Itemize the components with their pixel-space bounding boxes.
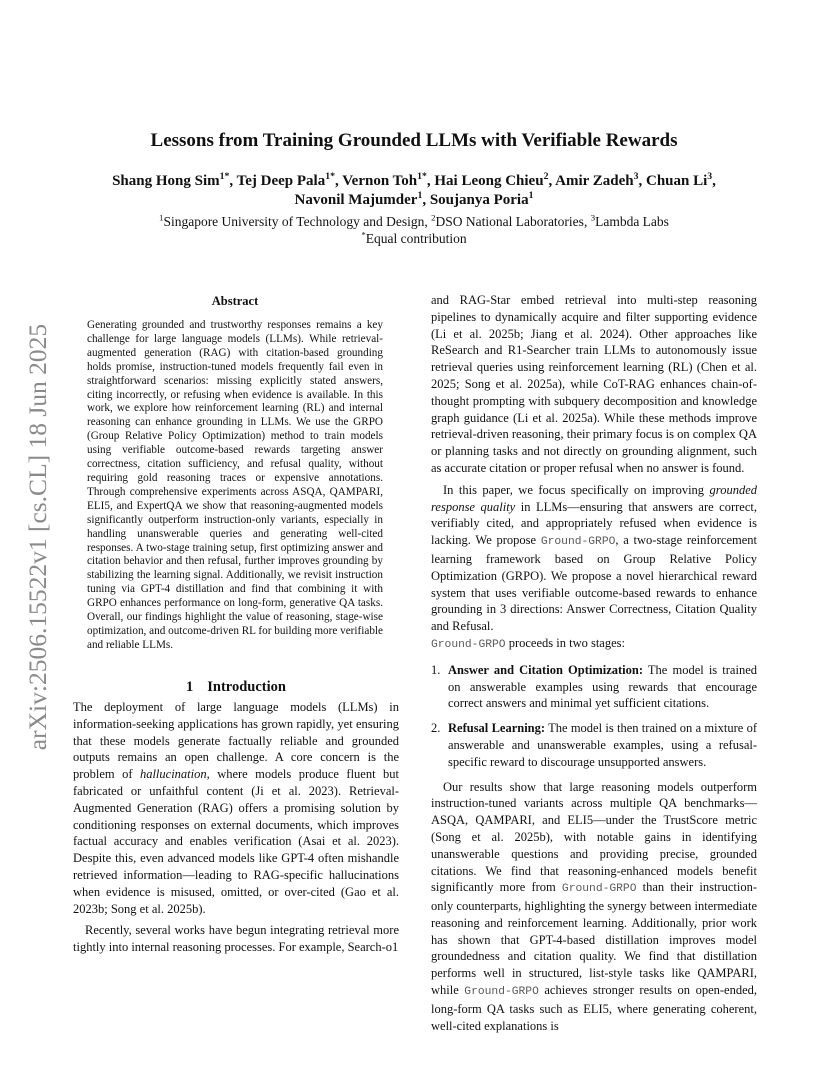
author-name: Shang Hong Sim (112, 173, 220, 189)
author-name: Vernon Toh (342, 173, 418, 189)
intro-paragraph-2-start: Recently, several works have begun integrating retrieval more tightly into internal reasoning processes. For example, Search-o1 (73, 923, 399, 955)
intro-left-column (73, 699, 399, 956)
equal-contribution-note: *Equal contribution (361, 229, 467, 246)
author-name: Navonil Majumder (294, 192, 418, 208)
section-title: Introduction (207, 679, 286, 695)
author-name: Tej Deep Pala (236, 173, 326, 189)
author-name: Soujanya Poria (429, 192, 529, 208)
author-name: Amir Zadeh (555, 173, 634, 189)
affiliation-line: $^1$Singapore University of Technology and Design, $^2$DSO National Laboratories, $^3$Lambda Labs (159, 212, 669, 229)
intro-right-column (431, 292, 757, 1034)
author-list: Shang Hong Sim$^{1*}$, Tej Deep Pala$^{1*}$, Vernon Toh$^{1*}$, Hai Leong Chieu$^2$, Amir Zadeh$^3$, Chuan Li$^3$, Navonil Majumder$^1$, Soujanya Poria$^1$ (112, 171, 716, 208)
author-name: Hai Leong Chieu (434, 173, 544, 189)
affiliations-block (80, 213, 748, 247)
author-name: Chuan Li (645, 173, 708, 189)
arxiv-id-text: arXiv:2506.15522v1 [cs.CL] 18 Jun 2025 (23, 323, 52, 751)
section-number: 1 (186, 679, 194, 695)
stage-item: 2. Refusal Learning: The model is then trained on a mixture of answerable and unanswerable examples, using a refusal-specific reward to discourage unsupported answers. (431, 721, 758, 769)
intro-paragraph-1: The deployment of large language models (LLMs) in information-seeking applications has grown rapidly, yet ensuring that these models generate factually reliable and grounded outputs remains an open challenge. A core concern is the problem of hallucination, where models produce fluent but fabricated or unfaithful content (Ji et al. 2023). Retrieval-Augmented Generation (RAG) offers a promising solution by conditioning responses on external documents, which improves factual accuracy and enables verification (Asai et al. 2023). Despite this, even advanced models like GPT-4 often mishandle retrieved information—leading to RAG-specific hallucinations when evidence is misused, omitted, or over-cited (Gao et al. 2023b; Song et al. 2025b). (73, 700, 399, 916)
affiliation-1: Singapore University of Technology and Design (163, 214, 425, 229)
abstract-text: Generating grounded and trustworthy responses remains a key challenge for large language models (LLMs). While retrieval-augmented generation (RAG) with citation-based grounding holds promise, instruction-tuned models frequently fail even in straightforward scenarios: missing explicitly stated answers, citing incorrectly, or refusing when evidence is available. In this work, we explore how reinforcement learning (RL) and internal reasoning can enhance grounding in LLMs. We use the GRPO (Group Relative Policy Optimization) method to train models using verifiable outcome-based rewards targeting answer correctness, citation sufficiency, and refusal quality, without requiring gold reasoning traces or expensive annotations. Through comprehensive experiments across ASQA, QAMPARI, ELI5, and ExpertQA we show that reasoning-augmented models significantly outperform instruction-only variants, especially in handling unanswerable queries and generating well-cited responses. A two-stage training setup, first optimizing answer and citation behavior and then refusal, further improves grounding by stabilizing the learning signal. Additionally, we revisit instruction tuning via GPT-4 distillation and find that combining it with GRPO enhances performance on long-form, generative QA tasks. Overall, our findings highlight the value of reasoning, stage-wise optimization, and outcome-driven RL for building more verifiable and reliable LLMs. (87, 319, 383, 651)
abstract-heading: Abstract (211, 294, 259, 308)
affiliation-2: DSO National Laboratories (435, 214, 584, 229)
stage-list (431, 662, 757, 771)
method-name: Ground-GRPO (540, 536, 616, 549)
intro-paragraph-3: In this paper, we focus specifically on improving grounded response quality in LLMs—ensuring that answers are correct, verifiably cited, and appropriately refused when evidence is lacking. We propose Ground-GRPO, a two-stage reinforcement learning framework based on Group Relative Policy Optimization (GRPO). We propose a novel hierarchical reward system that uses verifiable outcome-based rewards to enhance grounding in 3 directions: Answer Correctness, Citation Quality and Refusal. (431, 482, 758, 634)
intro-paragraph-2-continued: and RAG-Star embed retrieval into multi-step reasoning pipelines to dynamically acquire and filter supporting evidence (Li et al. 2025b; Jiang et al. 2024). Other approaches like ReSearch and R1-Searcher train LLMs to autonomously issue retrieval queries using reinforcement learning (RL) (Chen et al. 2025; Song et al. 2025a), while CoT-RAG enhances chain-of-thought prompting with subquery decomposition and knowledge graph guidance (Li et al. 2025a). While these methods improve retrieval-driven reasoning, their primary focus is on complex QA or planning tasks and not directly on grounding alignment, such as accurate citation or proper refusal when no answer is found. (431, 293, 757, 475)
affiliation-3: Lambda Labs (595, 214, 669, 229)
intro-paragraph-4: Ground-GRPO proceeds in two stages: (431, 635, 625, 651)
intro-paragraph-5: Our results show that large reasoning models outperform instruction-tuned variants across multiple QA benchmarks—ASQA, QAMPARI, and ELI5—under the TrustScore metric (Song et al. 2025b), with notable gains in identifying unanswerable questions and providing precise, grounded citations. We find that reasoning-enhanced models benefit significantly more from Ground-GRPO than their instruction-only counterparts, highlighting the synergy between intermediate reasoning and reinforcement learning. Additionally, prior work has shown that GPT-4-based distillation improves model groundedness and citation quality. We find that distillation performs well in structured, list-style tasks like QAMPARI, while Ground-GRPO achieves stronger results on open-ended, long-form QA tasks such as ELI5, where generating coherent, well-cited explanations is (431, 779, 757, 1033)
stage-item: 1. Answer and Citation Optimization: The model is trained on answerable examples using rewards that encourage correct answers and minimal yet sufficient citations. (431, 662, 758, 711)
section-heading-introduction (73, 679, 399, 696)
arxiv-identifier (20, 302, 56, 772)
paper-title: Lessons from Training Grounded LLMs with Verifiable Rewards (150, 130, 678, 151)
